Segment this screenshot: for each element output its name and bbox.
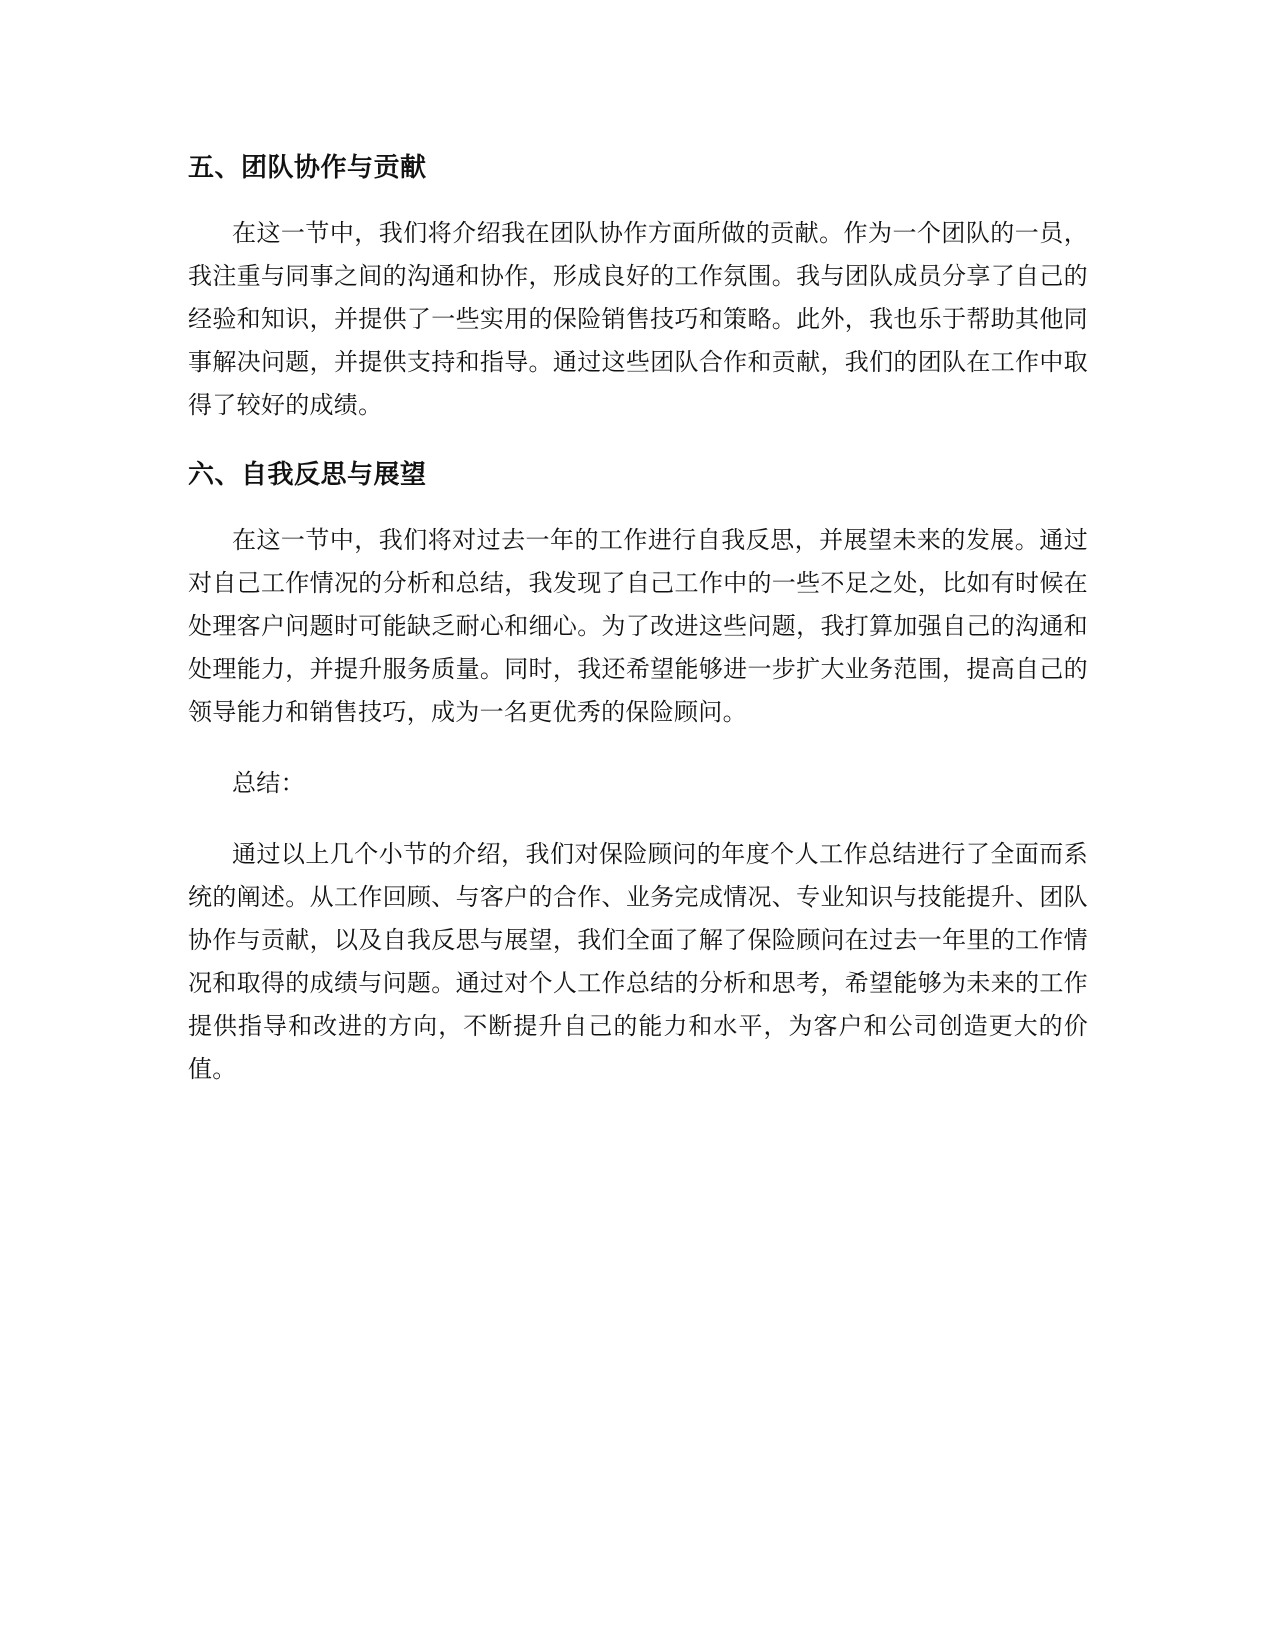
summary-label: 总结： — [232, 769, 305, 797]
section-paragraph-team-collaboration: 在这一节中，我们将介绍我在团队协作方面所做的贡献。作为一个团队的一员，我注重与同事之间的沟通和协作，形成良好的工作氛围。我与团队成员分享了自己的经验和知识，并提供了一些实用的保险销售技巧和策略。此外，我也乐于帮助其他同事解决问题，并提供支持和指导。通过这些团队合作和贡献，我们的团队在工作中取得了较好的成绩。 — [188, 219, 1088, 419]
section-heading-team-collaboration: 五、团队协作与贡献 — [188, 153, 427, 183]
section-paragraph-self-reflection: 在这一节中，我们将对过去一年的工作进行自我反思，并展望未来的发展。通过对自己工作情况的分析和总结，我发现了自己工作中的一些不足之处，比如有时候在处理客户问题时可能缺乏耐心和细心。为了改进这些问题，我打算加强自己的沟通和处理能力，并提升服务质量。同时，我还希望能够进一步扩大业务范围，提高自己的领导能力和销售技巧，成为一名更优秀的保险顾问。 — [188, 526, 1088, 726]
section-heading-self-reflection: 六、自我反思与展望 — [188, 460, 427, 490]
document-body — [188, 148, 1088, 1119]
summary-paragraph: 通过以上几个小节的介绍，我们对保险顾问的年度个人工作总结进行了全面而系统的阐述。从工作回顾、与客户的合作、业务完成情况、专业知识与技能提升、团队协作与贡献，以及自我反思与展望，我们全面了解了保险顾问在过去一年里的工作情况和取得的成绩与问题。通过对个人工作总结的分析和思考，希望能够为未来的工作提供指导和改进的方向，不断提升自己的能力和水平，为客户和公司创造更大的价值。 — [188, 840, 1088, 1083]
